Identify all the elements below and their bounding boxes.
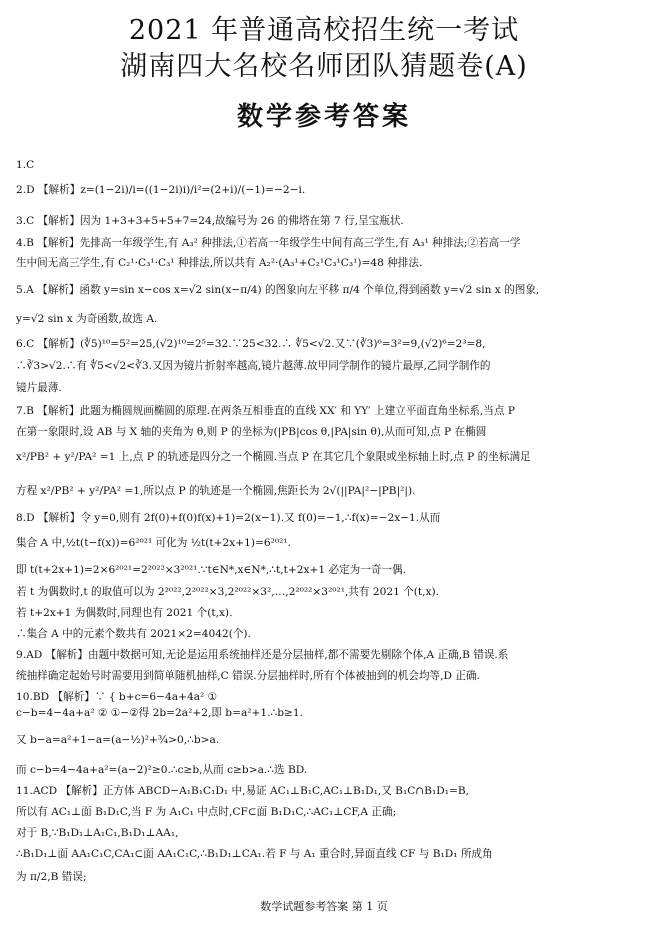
answer-line: 集合 A 中,½t(t−f(x))=6²⁰²¹ 可化为 ½t(t+2x+1)=6²⁰²¹. (16, 537, 291, 549)
answer-line: ∴B₁D₁⊥面 AA₁C₁C,CA₁⊂面 AA₁C₁C,∴B₁D₁⊥CA₁.若 F 与 A₁ 重合时,异面直线 CF 与 B₁D₁ 所成角 (16, 848, 493, 860)
answer-line: 统抽样确定起始号时需要用到简单随机抽样,C 错误.分层抽样时,所有个体被抽到的机会均等,D 正确. (16, 670, 480, 682)
exam-title: 2021 年普通高校招生统一考试 (128, 15, 520, 46)
answer-line: 8.D 【解析】令 y=0,则有 2f(0)+f(0)f(x)+1)=2(x−1).又 f(0)=−1,∴f(x)=−2x−1.从而 (16, 512, 441, 524)
answer-line: 又 b−a=a²+1−a=(a−½)²+¾>0,∴b>a. (16, 734, 220, 746)
exam-subtitle: 湖南四大名校名师团队猜题卷(A) (120, 51, 528, 82)
answer-key-heading: 数学参考答案 (236, 102, 411, 132)
answer-line: 若 t+2x+1 为偶数时,同理也有 2021 个(t,x). (16, 607, 233, 619)
answer-line: 生中间无高三学生,有 C₂¹·C₃¹·C₃¹ 种排法,所以共有 A₂²·(A₃¹+C₂¹C₃¹C₃¹)=48 种排法. (16, 257, 423, 269)
answer-line: ∴集合 A 中的元素个数共有 2021×2=4042(个). (16, 628, 251, 640)
answer-line: 为 π/2,B 错误; (16, 871, 87, 883)
answer-line: 7.B 【解析】此题为椭圆规画椭圆的原理.在两条互相垂直的直线 XX′ 和 YY′ 上建立平面直角坐标系,当点 P (16, 405, 515, 417)
answer-line: 方程 x²/PB² + y²/PA² =1,所以点 P 的轨迹是一个椭圆,焦距长为 2√(||PA|²−|PB|²|). (16, 485, 416, 497)
answer-line: x²/PB² + y²/PA² =1 上,点 P 的轨迹是四分之一个椭圆.当点 P 在其它几个象限或坐标轴上时,点 P 的坐标满足 (16, 451, 531, 463)
answer-line: 即 t(t+2x+1)=2×6²⁰²¹=2²⁰²²×3²⁰²¹.∵t∈N*,x∈N*,∴t,t+2x+1 必定为一奇一偶. (16, 564, 406, 576)
answer-line: 所以有 AC₁⊥面 B₁D₁C,当 F 为 A₁C₁ 中点时,CF⊂面 B₁D₁C,∴AC₁⊥CF,A 正确; (16, 806, 397, 818)
answer-line: 11.ACD 【解析】正方体 ABCD−A₁B₁C₁D₁ 中,易证 AC₁⊥B₁C,AC₁⊥B₁D₁,又 B₁C∩B₁D₁=B, (16, 785, 469, 797)
answer-line: 对于 B,∵B₁D₁⊥A₁C₁,B₁D₁⊥AA₁, (16, 827, 179, 839)
answer-line: 若 t 为偶数时,t 的取值可以为 2²⁰²²,2²⁰²²×3,2²⁰²²×3²,…,2²⁰²²×3²⁰²¹,共有 2021 个(t,x). (16, 586, 440, 598)
answer-line: 而 c−b=4−4a+a²=(a−2)²≥0.∴c≥b,从而 c≥b>a.∴选 BD. (16, 764, 308, 776)
answer-line: 6.C 【解析】(∜5)¹⁰=5²=25,(√2)¹⁰=2⁵=32.∵25<32.∴ ∜5<√2.又∵(∛3)⁶=3²=9,(√2)⁶=2³=8, (16, 338, 486, 350)
page-footer: 数学试题参考答案 第 1 页 (260, 900, 388, 913)
answer-line: 2.D 【解析】z=(1−2i)/i=((1−2i)i)/i²=(2+i)/(−1)=−2−i. (16, 184, 306, 196)
answer-line: 1.C (16, 159, 35, 171)
answer-line: 9.AD 【解析】由题中数据可知,无论是运用系统抽样还是分层抽样,都不需要先剔除个体,A 正确,B 错误.系 (16, 649, 509, 661)
answer-line: ∴∛3>√2.∴有 ∜5<√2<∛3.又因为镜片折射率越高,镜片越薄.故甲同学制作的镜片最厚,乙同学制作的 (16, 360, 491, 372)
answer-line: 10.BD 【解析】∵ { b+c=6−4a+4a² ① (16, 691, 218, 703)
answer-line: 镜片最薄. (16, 382, 62, 394)
answer-line: y=√2 sin x 为奇函数,故选 A. (16, 313, 158, 325)
answer-line: c−b=4−4a+a² ② ①−②得 2b=2a²+2,即 b=a²+1.∴b≥1. (16, 707, 303, 719)
answer-line: 3.C 【解析】因为 1+3+3+5+5+7=24,故编号为 26 的佛塔在第 7 行,呈宝瓶状. (16, 215, 404, 227)
answer-line: 在第一象限时,设 AB 与 X 轴的夹角为 θ,则 P 的坐标为(|PB|cos θ,|PA|sin θ),从而可知,点 P 在椭圆 (16, 426, 487, 438)
answer-line: 5.A 【解析】函数 y=sin x−cos x=√2 sin(x−π/4) 的图象向左平移 π/4 个单位,得到函数 y=√2 sin x 的图象, (16, 284, 540, 296)
answer-line: 4.B 【解析】先排高一年级学生,有 A₃² 种排法,①若高一年级学生中间有高三学生,有 A₃¹ 种排法;②若高一学 (16, 237, 521, 249)
